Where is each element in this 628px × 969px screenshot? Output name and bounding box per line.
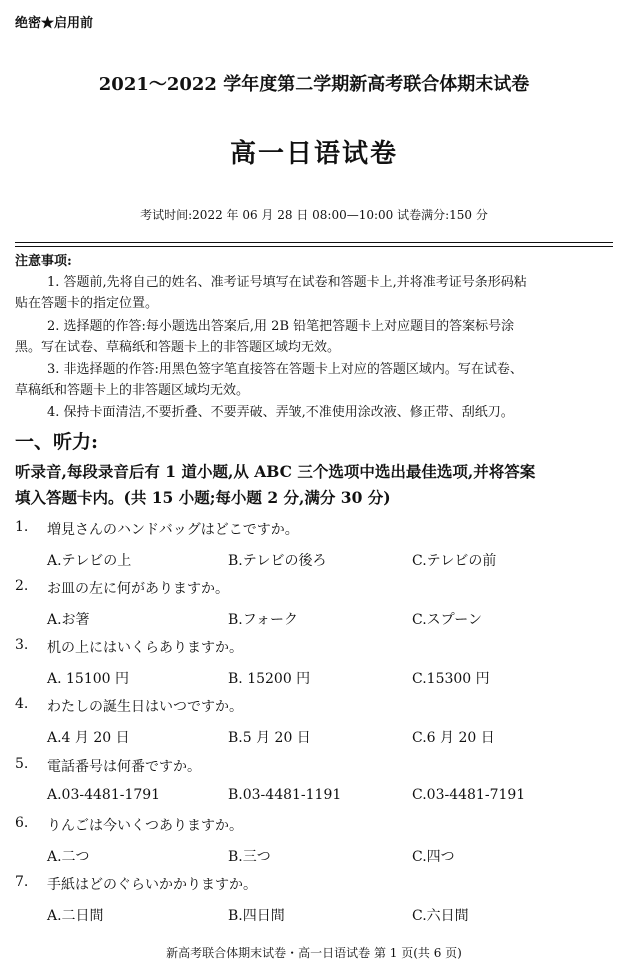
divider-line [15,242,613,243]
option-c: C.15300 円 [412,671,490,687]
exam-info: 考试时间:2022 年 06 月 28 日 08:00—10:00 试卷满分:150 分 [140,208,488,222]
question-text: お皿の左に何がありますか。 [47,581,229,597]
notice-line: 4. 保持卡面清洁,不要折叠、不要弄破、弄皱,不准使用涂改液、修正带、刮纸刀。 [47,405,514,420]
section-instructions: 填入答题卡内。(共 15 小题;每小题 2 分,满分 30 分) [15,488,391,507]
page-footer: 新高考联合体期末试卷・高一日语试卷 第 1 页(共 6 页) [166,946,462,960]
question-number: 6. [15,815,29,831]
notice-line: 草稿纸和答题卡上的非答题区域均无效。 [15,383,250,398]
notice-line: 1. 答题前,先将自己的姓名、准考证号填写在试卷和答题卡上,并将准考证号条形码粘 [47,275,527,290]
notice-heading: 注意事项: [15,254,72,269]
option-c: C.テレビの前 [412,553,497,569]
question-number: 1. [15,519,29,535]
subject-title: 高一日语试卷 [229,139,398,169]
question-number: 7. [15,874,29,890]
option-b: B.5 月 20 日 [228,730,311,746]
question-number: 5. [15,756,29,772]
question-text: りんごは今いくつありますか。 [47,818,243,834]
notice-line: 2. 选择题的作答:每小题选出答案后,用 2B 铅笔把答题卡上对应题目的答案标号涂 [47,319,515,334]
option-c: C.スプーン [412,612,482,628]
exam-title: 2021～2022 学年度第二学期新高考联合体期末试卷 [98,74,530,95]
option-a: A. 15100 円 [47,671,129,687]
option-b: B.03-4481-1191 [228,787,342,803]
option-a: A.テレビの上 [47,553,132,569]
section-instructions: 听录音,每段录音后有 1 道小题,从 ABC 三个选项中选出最佳选项,并将答案 [15,462,536,481]
option-b: B.フォーク [228,612,299,628]
option-a: A.お箸 [47,612,90,628]
notice-line: 贴在答题卡的指定位置。 [15,296,159,311]
question-text: 増見さんのハンドバッグはどこですか。 [47,522,299,538]
divider-line [15,246,613,247]
notice-line: 黑。写在试卷、草稿纸和答题卡上的非答题区域均无效。 [15,340,341,355]
option-c: C.03-4481-7191 [412,787,526,803]
option-b: B. 15200 円 [228,671,311,687]
secret-mark: 绝密★启用前 [15,16,94,31]
option-b: B.テレビの後ろ [228,553,327,569]
question-text: 手紙はどのぐらいかかりますか。 [47,877,257,893]
option-b: B.四日間 [228,908,285,924]
option-a: A.二つ [47,849,90,865]
question-number: 4. [15,696,29,712]
option-c: C.6 月 20 日 [412,730,495,746]
question-number: 3. [15,637,29,653]
question-text: わたしの誕生日はいつですか。 [47,699,243,715]
option-a: A.4 月 20 日 [47,730,130,746]
notice-line: 3. 非选择题的作答:用黑色签字笔直接答在答题卡上对应的答题区域内。写在试卷、 [47,362,523,377]
option-c: C.四つ [412,849,455,865]
question-number: 2. [15,578,29,594]
option-a: A.二日間 [47,908,104,924]
section-heading: 一、听力: [15,431,99,453]
option-b: B.三つ [228,849,271,865]
question-text: 電話番号は何番ですか。 [47,759,201,775]
question-text: 机の上にはいくらありますか。 [47,640,243,656]
option-c: C.六日間 [412,908,469,924]
option-a: A.03-4481-1791 [47,787,161,803]
